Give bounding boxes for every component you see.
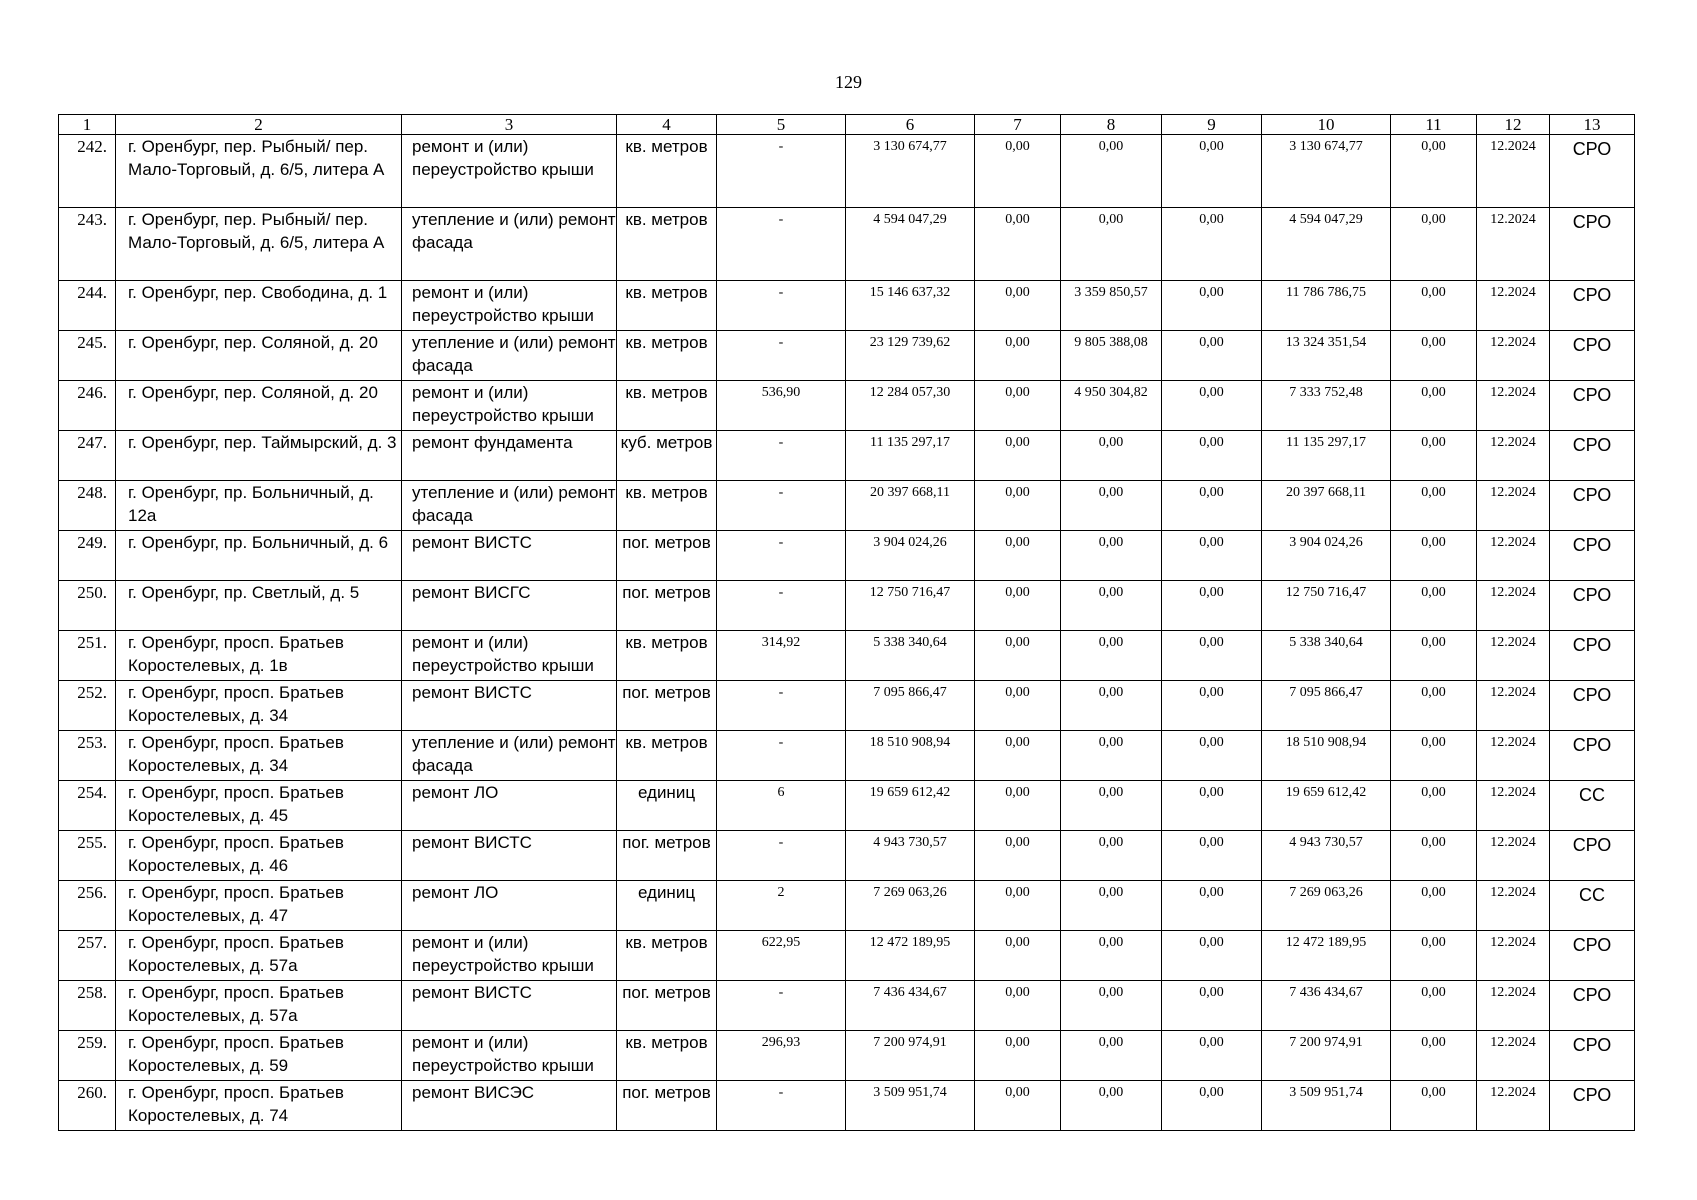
total-cost-cell: 12 284 057,30 — [846, 381, 975, 431]
total-cost-cell: 12 750 716,47 — [846, 581, 975, 631]
quantity-cell: - — [717, 681, 846, 731]
cost-cell: 20 397 668,11 — [1262, 481, 1391, 531]
column-header: 6 — [846, 115, 975, 135]
cost-cell: 0,00 — [975, 631, 1061, 681]
work-type-cell: ремонт ЛО — [402, 881, 617, 931]
row-number: 256. — [59, 881, 116, 931]
work-type-cell: ремонт и (или) переустройство крыши — [402, 281, 617, 331]
cost-cell: 0,00 — [1061, 1081, 1162, 1131]
cost-cell: 0,00 — [1391, 1081, 1477, 1131]
work-type-cell: ремонт ВИСТС — [402, 531, 617, 581]
work-type-cell: ремонт ВИСТС — [402, 831, 617, 881]
table-row — [59, 481, 1635, 531]
unit-cell: кв. метров — [617, 208, 717, 281]
completion-date-cell: 12.2024 — [1477, 731, 1550, 781]
table-row — [59, 781, 1635, 831]
quantity-cell: - — [717, 208, 846, 281]
completion-date-cell: 12.2024 — [1477, 135, 1550, 208]
cost-cell: 0,00 — [1391, 431, 1477, 481]
total-cost-cell: 19 659 612,42 — [846, 781, 975, 831]
work-type-cell: утепление и (или) ремонт фасада — [402, 731, 617, 781]
cost-cell: 0,00 — [975, 581, 1061, 631]
cost-cell: 0,00 — [1061, 831, 1162, 881]
table-row — [59, 531, 1635, 581]
cost-cell: 0,00 — [1391, 208, 1477, 281]
cost-cell: 9 805 388,08 — [1061, 331, 1162, 381]
column-header: 9 — [1162, 115, 1262, 135]
unit-cell: кв. метров — [617, 731, 717, 781]
column-header: 1 — [59, 115, 116, 135]
cost-cell: 0,00 — [1162, 581, 1262, 631]
method-cell: СРО — [1550, 381, 1635, 431]
row-number: 257. — [59, 931, 116, 981]
unit-cell: кв. метров — [617, 931, 717, 981]
column-header: 5 — [717, 115, 846, 135]
cost-cell: 0,00 — [1391, 135, 1477, 208]
cost-cell: 0,00 — [1061, 531, 1162, 581]
row-number: 254. — [59, 781, 116, 831]
total-cost-cell: 11 135 297,17 — [846, 431, 975, 481]
unit-cell: кв. метров — [617, 1031, 717, 1081]
method-cell: СРО — [1550, 531, 1635, 581]
cost-cell: 0,00 — [1391, 631, 1477, 681]
cost-cell: 0,00 — [1061, 208, 1162, 281]
row-number: 252. — [59, 681, 116, 731]
address-cell: г. Оренбург, просп. Братьев Коростелевых, д. 74 — [116, 1081, 402, 1131]
quantity-cell: - — [717, 331, 846, 381]
cost-cell: 0,00 — [1061, 931, 1162, 981]
column-header: 11 — [1391, 115, 1477, 135]
quantity-cell: - — [717, 1081, 846, 1131]
method-cell: СРО — [1550, 831, 1635, 881]
cost-cell: 0,00 — [1061, 135, 1162, 208]
cost-cell: 0,00 — [975, 208, 1061, 281]
column-header: 2 — [116, 115, 402, 135]
unit-cell: кв. метров — [617, 331, 717, 381]
cost-cell: 0,00 — [975, 1081, 1061, 1131]
table-row — [59, 1031, 1635, 1081]
work-type-cell: ремонт ВИСТС — [402, 681, 617, 731]
cost-cell: 0,00 — [975, 431, 1061, 481]
cost-cell: 18 510 908,94 — [1262, 731, 1391, 781]
quantity-cell: - — [717, 731, 846, 781]
cost-cell: 7 095 866,47 — [1262, 681, 1391, 731]
cost-cell: 0,00 — [975, 881, 1061, 931]
unit-cell: кв. метров — [617, 381, 717, 431]
quantity-cell: 296,93 — [717, 1031, 846, 1081]
completion-date-cell: 12.2024 — [1477, 381, 1550, 431]
column-header: 10 — [1262, 115, 1391, 135]
unit-cell: единиц — [617, 881, 717, 931]
work-type-cell: ремонт и (или) переустройство крыши — [402, 381, 617, 431]
cost-cell: 0,00 — [975, 135, 1061, 208]
table-row — [59, 631, 1635, 681]
cost-cell: 3 130 674,77 — [1262, 135, 1391, 208]
total-cost-cell: 20 397 668,11 — [846, 481, 975, 531]
cost-cell: 0,00 — [975, 1031, 1061, 1081]
cost-cell: 0,00 — [1162, 781, 1262, 831]
cost-cell: 4 594 047,29 — [1262, 208, 1391, 281]
cost-cell: 0,00 — [1391, 381, 1477, 431]
address-cell: г. Оренбург, пр. Больничный, д. 12а — [116, 481, 402, 531]
cost-cell: 0,00 — [975, 531, 1061, 581]
cost-cell: 11 135 297,17 — [1262, 431, 1391, 481]
cost-cell: 0,00 — [1391, 881, 1477, 931]
cost-cell: 0,00 — [1162, 881, 1262, 931]
cost-cell: 0,00 — [1061, 631, 1162, 681]
unit-cell: пог. метров — [617, 981, 717, 1031]
method-cell: СС — [1550, 881, 1635, 931]
cost-cell: 5 338 340,64 — [1262, 631, 1391, 681]
cost-cell: 0,00 — [1061, 431, 1162, 481]
method-cell: СРО — [1550, 135, 1635, 208]
work-type-cell: утепление и (или) ремонт фасада — [402, 481, 617, 531]
row-number: 259. — [59, 1031, 116, 1081]
cost-cell: 4 950 304,82 — [1061, 381, 1162, 431]
row-number: 245. — [59, 331, 116, 381]
cost-cell: 0,00 — [1391, 781, 1477, 831]
cost-cell: 0,00 — [1162, 381, 1262, 431]
page-number: 129 — [835, 72, 862, 92]
address-cell: г. Оренбург, пр. Больничный, д. 6 — [116, 531, 402, 581]
unit-cell: кв. метров — [617, 135, 717, 208]
cost-cell: 0,00 — [1061, 881, 1162, 931]
quantity-cell: 2 — [717, 881, 846, 931]
table-row — [59, 431, 1635, 481]
completion-date-cell: 12.2024 — [1477, 981, 1550, 1031]
total-cost-cell: 23 129 739,62 — [846, 331, 975, 381]
cost-cell: 12 750 716,47 — [1262, 581, 1391, 631]
method-cell: СРО — [1550, 481, 1635, 531]
cost-cell: 0,00 — [1162, 135, 1262, 208]
quantity-cell: - — [717, 531, 846, 581]
address-cell: г. Оренбург, пер. Соляной, д. 20 — [116, 331, 402, 381]
table-row — [59, 581, 1635, 631]
method-cell: СРО — [1550, 1031, 1635, 1081]
address-cell: г. Оренбург, пр. Светлый, д. 5 — [116, 581, 402, 631]
address-cell: г. Оренбург, пер. Соляной, д. 20 — [116, 381, 402, 431]
table-row — [59, 281, 1635, 331]
quantity-cell: 622,95 — [717, 931, 846, 981]
table-row — [59, 1081, 1635, 1131]
work-type-cell: ремонт ЛО — [402, 781, 617, 831]
method-cell: СРО — [1550, 981, 1635, 1031]
quantity-cell: 314,92 — [717, 631, 846, 681]
table-row — [59, 931, 1635, 981]
total-cost-cell: 3 509 951,74 — [846, 1081, 975, 1131]
unit-cell: пог. метров — [617, 1081, 717, 1131]
completion-date-cell: 12.2024 — [1477, 1031, 1550, 1081]
address-cell: г. Оренбург, пер. Таймырский, д. 3 — [116, 431, 402, 481]
quantity-cell: 536,90 — [717, 381, 846, 431]
column-header: 3 — [402, 115, 617, 135]
cost-cell: 4 943 730,57 — [1262, 831, 1391, 881]
total-cost-cell: 18 510 908,94 — [846, 731, 975, 781]
work-type-cell: утепление и (или) ремонт фасада — [402, 331, 617, 381]
cost-cell: 0,00 — [1391, 681, 1477, 731]
cost-cell: 0,00 — [1162, 631, 1262, 681]
cost-cell: 0,00 — [975, 331, 1061, 381]
unit-cell: пог. метров — [617, 531, 717, 581]
cost-cell: 0,00 — [1061, 781, 1162, 831]
cost-cell: 0,00 — [1162, 681, 1262, 731]
column-header: 8 — [1061, 115, 1162, 135]
work-type-cell: ремонт фундамента — [402, 431, 617, 481]
method-cell: СРО — [1550, 681, 1635, 731]
work-type-cell: утепление и (или) ремонт фасада — [402, 208, 617, 281]
cost-cell: 0,00 — [1391, 331, 1477, 381]
column-header: 7 — [975, 115, 1061, 135]
method-cell: СС — [1550, 781, 1635, 831]
total-cost-cell: 4 594 047,29 — [846, 208, 975, 281]
unit-cell: пог. метров — [617, 581, 717, 631]
row-number: 246. — [59, 381, 116, 431]
cost-cell: 0,00 — [1061, 1031, 1162, 1081]
cost-cell: 13 324 351,54 — [1262, 331, 1391, 381]
completion-date-cell: 12.2024 — [1477, 431, 1550, 481]
cost-cell: 0,00 — [1162, 931, 1262, 981]
total-cost-cell: 12 472 189,95 — [846, 931, 975, 981]
completion-date-cell: 12.2024 — [1477, 681, 1550, 731]
total-cost-cell: 5 338 340,64 — [846, 631, 975, 681]
column-header: 13 — [1550, 115, 1635, 135]
address-cell: г. Оренбург, просп. Братьев Коростелевых, д. 34 — [116, 731, 402, 781]
cost-cell: 0,00 — [975, 681, 1061, 731]
address-cell: г. Оренбург, просп. Братьев Коростелевых, д. 57а — [116, 931, 402, 981]
address-cell: г. Оренбург, пер. Рыбный/ пер. Мало-Торговый, д. 6/5, литера А — [116, 208, 402, 281]
total-cost-cell: 7 095 866,47 — [846, 681, 975, 731]
row-number: 258. — [59, 981, 116, 1031]
cost-cell: 0,00 — [1391, 831, 1477, 881]
table-row — [59, 208, 1635, 281]
row-number: 244. — [59, 281, 116, 331]
completion-date-cell: 12.2024 — [1477, 281, 1550, 331]
cost-cell: 0,00 — [1391, 1031, 1477, 1081]
method-cell: СРО — [1550, 331, 1635, 381]
table-row — [59, 135, 1635, 208]
table-row — [59, 981, 1635, 1031]
cost-cell: 0,00 — [975, 381, 1061, 431]
cost-cell: 0,00 — [1391, 281, 1477, 331]
completion-date-cell: 12.2024 — [1477, 581, 1550, 631]
address-cell: г. Оренбург, пер. Свободина, д. 1 — [116, 281, 402, 331]
work-type-cell: ремонт ВИСГС — [402, 581, 617, 631]
cost-cell: 0,00 — [1061, 681, 1162, 731]
method-cell: СРО — [1550, 431, 1635, 481]
method-cell: СРО — [1550, 731, 1635, 781]
work-type-cell: ремонт ВИСЭС — [402, 1081, 617, 1131]
row-number: 249. — [59, 531, 116, 581]
cost-cell: 0,00 — [1391, 981, 1477, 1031]
total-cost-cell: 7 269 063,26 — [846, 881, 975, 931]
work-type-cell: ремонт ВИСТС — [402, 981, 617, 1031]
quantity-cell: - — [717, 831, 846, 881]
work-type-cell: ремонт и (или) переустройство крыши — [402, 135, 617, 208]
method-cell: СРО — [1550, 931, 1635, 981]
cost-cell: 0,00 — [975, 931, 1061, 981]
unit-cell: кв. метров — [617, 281, 717, 331]
column-header: 12 — [1477, 115, 1550, 135]
address-cell: г. Оренбург, просп. Братьев Коростелевых, д. 46 — [116, 831, 402, 881]
cost-cell: 0,00 — [1162, 481, 1262, 531]
cost-cell: 0,00 — [1391, 481, 1477, 531]
column-header: 4 — [617, 115, 717, 135]
total-cost-cell: 15 146 637,32 — [846, 281, 975, 331]
cost-cell: 11 786 786,75 — [1262, 281, 1391, 331]
address-cell: г. Оренбург, просп. Братьев Коростелевых, д. 59 — [116, 1031, 402, 1081]
table-row — [59, 331, 1635, 381]
row-number: 253. — [59, 731, 116, 781]
quantity-cell: - — [717, 481, 846, 531]
table-row — [59, 681, 1635, 731]
cost-cell: 3 904 024,26 — [1262, 531, 1391, 581]
cost-cell: 0,00 — [975, 981, 1061, 1031]
method-cell: СРО — [1550, 208, 1635, 281]
register-table — [58, 114, 1635, 1131]
cost-cell: 0,00 — [1061, 731, 1162, 781]
cost-cell: 0,00 — [1391, 581, 1477, 631]
cost-cell: 3 359 850,57 — [1061, 281, 1162, 331]
cost-cell: 0,00 — [1391, 931, 1477, 981]
unit-cell: пог. метров — [617, 831, 717, 881]
method-cell: СРО — [1550, 581, 1635, 631]
completion-date-cell: 12.2024 — [1477, 631, 1550, 681]
cost-cell: 0,00 — [1162, 831, 1262, 881]
cost-cell: 0,00 — [1162, 981, 1262, 1031]
unit-cell: кв. метров — [617, 481, 717, 531]
row-number: 250. — [59, 581, 116, 631]
cost-cell: 0,00 — [1162, 731, 1262, 781]
total-cost-cell: 3 904 024,26 — [846, 531, 975, 581]
cost-cell: 0,00 — [975, 781, 1061, 831]
completion-date-cell: 12.2024 — [1477, 1081, 1550, 1131]
quantity-cell: - — [717, 581, 846, 631]
column-number-row — [59, 115, 1635, 135]
work-type-cell: ремонт и (или) переустройство крыши — [402, 1031, 617, 1081]
address-cell: г. Оренбург, просп. Братьев Коростелевых, д. 1в — [116, 631, 402, 681]
table-row — [59, 731, 1635, 781]
cost-cell: 0,00 — [1162, 1031, 1262, 1081]
cost-cell: 19 659 612,42 — [1262, 781, 1391, 831]
unit-cell: пог. метров — [617, 681, 717, 731]
total-cost-cell: 7 200 974,91 — [846, 1031, 975, 1081]
unit-cell: куб. метров — [617, 431, 717, 481]
table-row — [59, 881, 1635, 931]
row-number: 255. — [59, 831, 116, 881]
cost-cell: 0,00 — [1162, 1081, 1262, 1131]
completion-date-cell: 12.2024 — [1477, 208, 1550, 281]
quantity-cell: - — [717, 281, 846, 331]
cost-cell: 0,00 — [975, 481, 1061, 531]
cost-cell: 0,00 — [975, 831, 1061, 881]
cost-cell: 0,00 — [975, 281, 1061, 331]
total-cost-cell: 4 943 730,57 — [846, 831, 975, 881]
cost-cell: 7 269 063,26 — [1262, 881, 1391, 931]
address-cell: г. Оренбург, просп. Братьев Коростелевых, д. 45 — [116, 781, 402, 831]
cost-cell: 7 333 752,48 — [1262, 381, 1391, 431]
total-cost-cell: 3 130 674,77 — [846, 135, 975, 208]
address-cell: г. Оренбург, просп. Братьев Коростелевых, д. 34 — [116, 681, 402, 731]
address-cell: г. Оренбург, просп. Братьев Коростелевых, д. 57а — [116, 981, 402, 1031]
quantity-cell: - — [717, 135, 846, 208]
completion-date-cell: 12.2024 — [1477, 881, 1550, 931]
row-number: 247. — [59, 431, 116, 481]
row-number: 243. — [59, 208, 116, 281]
cost-cell: 0,00 — [1391, 531, 1477, 581]
method-cell: СРО — [1550, 1081, 1635, 1131]
cost-cell: 0,00 — [1061, 481, 1162, 531]
table-row — [59, 381, 1635, 431]
address-cell: г. Оренбург, пер. Рыбный/ пер. Мало-Торговый, д. 6/5, литера А — [116, 135, 402, 208]
cost-cell: 3 509 951,74 — [1262, 1081, 1391, 1131]
cost-cell: 0,00 — [1162, 208, 1262, 281]
completion-date-cell: 12.2024 — [1477, 531, 1550, 581]
cost-cell: 0,00 — [1061, 581, 1162, 631]
work-type-cell: ремонт и (или) переустройство крыши — [402, 631, 617, 681]
method-cell: СРО — [1550, 631, 1635, 681]
row-number: 242. — [59, 135, 116, 208]
unit-cell: кв. метров — [617, 631, 717, 681]
row-number: 251. — [59, 631, 116, 681]
completion-date-cell: 12.2024 — [1477, 931, 1550, 981]
quantity-cell: 6 — [717, 781, 846, 831]
row-number: 260. — [59, 1081, 116, 1131]
cost-cell: 7 200 974,91 — [1262, 1031, 1391, 1081]
unit-cell: единиц — [617, 781, 717, 831]
completion-date-cell: 12.2024 — [1477, 481, 1550, 531]
cost-cell: 0,00 — [975, 731, 1061, 781]
cost-cell: 0,00 — [1162, 531, 1262, 581]
cost-cell: 0,00 — [1162, 331, 1262, 381]
quantity-cell: - — [717, 431, 846, 481]
address-cell: г. Оренбург, просп. Братьев Коростелевых, д. 47 — [116, 881, 402, 931]
cost-cell: 7 436 434,67 — [1262, 981, 1391, 1031]
completion-date-cell: 12.2024 — [1477, 781, 1550, 831]
cost-cell: 0,00 — [1162, 281, 1262, 331]
work-type-cell: ремонт и (или) переустройство крыши — [402, 931, 617, 981]
row-number: 248. — [59, 481, 116, 531]
cost-cell: 0,00 — [1162, 431, 1262, 481]
completion-date-cell: 12.2024 — [1477, 831, 1550, 881]
table-row — [59, 831, 1635, 881]
cost-cell: 0,00 — [1391, 731, 1477, 781]
completion-date-cell: 12.2024 — [1477, 331, 1550, 381]
quantity-cell: - — [717, 981, 846, 1031]
total-cost-cell: 7 436 434,67 — [846, 981, 975, 1031]
method-cell: СРО — [1550, 281, 1635, 331]
cost-cell: 0,00 — [1061, 981, 1162, 1031]
cost-cell: 12 472 189,95 — [1262, 931, 1391, 981]
